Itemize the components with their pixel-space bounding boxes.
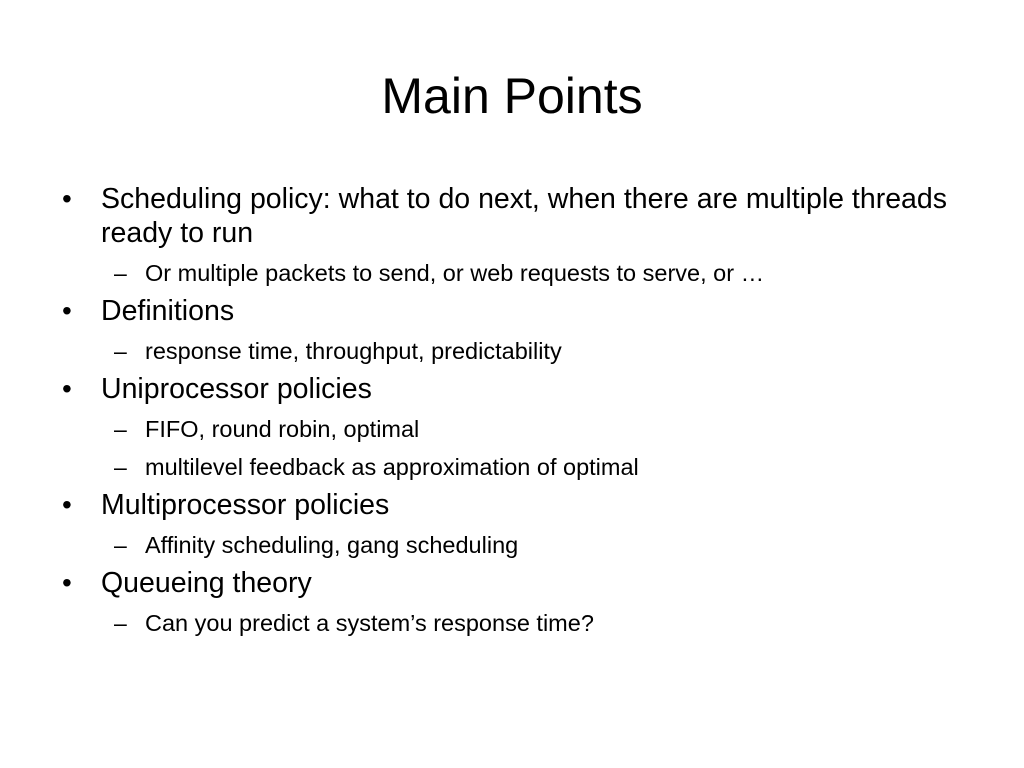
bullet-item: [62, 372, 992, 406]
sub-bullet-marker: –: [114, 416, 127, 442]
sub-bullet-text: Can you predict a system’s response time?: [145, 610, 594, 636]
bullet-list: [62, 182, 992, 638]
bullet-item: [62, 566, 992, 600]
bullet-item: [62, 488, 992, 522]
bullet-group: [62, 488, 992, 560]
sub-bullet-item: [62, 608, 992, 638]
bullet-group: [62, 182, 992, 288]
sub-bullet-marker: –: [114, 338, 127, 364]
sub-bullet-marker: –: [114, 260, 127, 286]
sub-bullet-text: FIFO, round robin, optimal: [145, 416, 420, 442]
sub-bullet-list: [62, 336, 992, 366]
sub-bullet-text: multilevel feedback as approximation of optimal: [145, 454, 639, 480]
bullet-text: Queueing theory: [101, 567, 312, 599]
bullet-group: [62, 294, 992, 366]
bullet-group: [62, 566, 992, 638]
sub-bullet-item: [62, 452, 992, 482]
slide-title: Main Points: [381, 68, 643, 124]
sub-bullet-marker: –: [114, 610, 127, 636]
bullet-text: Scheduling policy: what to do next, when there are multiple threads ready to run: [101, 183, 947, 249]
sub-bullet-list: [62, 608, 992, 638]
sub-bullet-marker: –: [114, 454, 127, 480]
sub-bullet-text: Or multiple packets to send, or web requests to serve, or …: [145, 260, 765, 286]
sub-bullet-item: [62, 414, 992, 444]
bullet-marker: •: [62, 567, 72, 598]
bullet-marker: •: [62, 489, 72, 520]
sub-bullet-item: [62, 530, 992, 560]
sub-bullet-item: [62, 336, 992, 366]
bullet-text: Uniprocessor policies: [101, 373, 372, 405]
sub-bullet-list: [62, 258, 992, 288]
bullet-text: Definitions: [101, 295, 235, 327]
sub-bullet-item: [62, 258, 992, 288]
bullet-marker: •: [62, 373, 72, 404]
sub-bullet-text: Affinity scheduling, gang scheduling: [145, 532, 519, 558]
sub-bullet-list: [62, 414, 992, 482]
bullet-marker: •: [62, 183, 72, 214]
bullet-item: [62, 182, 992, 250]
bullet-item: [62, 294, 992, 328]
sub-bullet-marker: –: [114, 532, 127, 558]
sub-bullet-list: [62, 530, 992, 560]
bullet-marker: •: [62, 295, 72, 326]
bullet-text: Multiprocessor policies: [101, 489, 390, 521]
sub-bullet-text: response time, throughput, predictability: [145, 338, 562, 364]
bullet-group: [62, 372, 992, 482]
